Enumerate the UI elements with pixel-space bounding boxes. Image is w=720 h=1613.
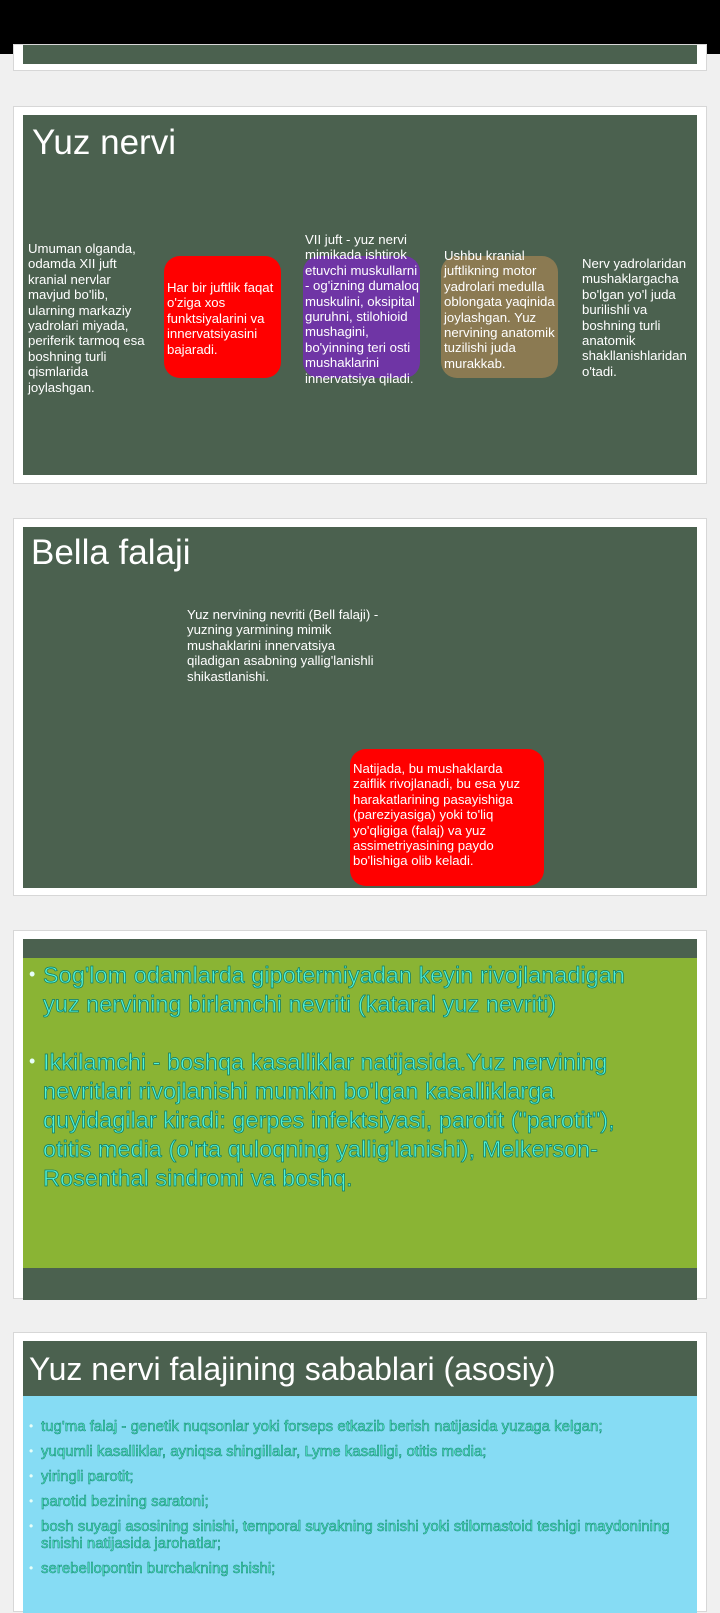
slide-canvas (23, 45, 697, 64)
slide-canvas (23, 527, 697, 888)
slide-title: Bella falaji (31, 533, 191, 572)
text-block-2: Har bir juftlik faqat o'ziga xos funktsiyalarini va innervatsiyasini bajaradi. (167, 280, 274, 357)
slide-card-bella-falaji[interactable] (13, 518, 707, 896)
list-item: • serebellopontin burchakning shishi; (26, 1560, 686, 1577)
text-block-4: Ushbu kranial juftlikning motor yadrolari medulla oblongata yaqinida joylashgan. Yuz nervining anatomik tuzilishi juda murakkab. (444, 248, 555, 371)
slide-canvas (23, 1341, 697, 1613)
slide-title: Yuz nervi falajining sabablari (asosiy) (29, 1351, 556, 1387)
text-block-definition: Yuz nervining nevriti (Bell falaji) - yuzning yarmining mimik mushaklarini innervatsiya qiladigan asabning yallig'lanishli shikastlanishi. (187, 607, 379, 684)
text-block-3: VII juft - yuz nervi mimikada ishtirok etuvchi muskullarni - og'izning dumaloq muskulini, oksipital guruhni, stilohioid mushagini, bo'yinning teri osti mushaklarini innervatsiya qiladi. (305, 232, 419, 386)
slide-card-paralysis-causes[interactable] (13, 1332, 707, 1612)
bullet-list (27, 961, 667, 1193)
slide-canvas (23, 115, 697, 475)
list-item: • yuqumli kasalliklar, ayniqsa shingillalar, Lyme kasalligi, otitis media; (26, 1443, 686, 1460)
text-block-1: Umuman olganda, odamda XII juft kranial nervlar mavjud bo'lib, ularning markaziy yadrolari miyada, periferik tarmoq esa boshning turli qismlarida joylashgan. (28, 241, 145, 395)
text-block-result: Natijada, bu mushaklarda zaiflik rivojlanadi, bu esa yuz harakatlarining pasayishiga (pareziyasiga) yoki to'liq yo'qligiga (falaj) va yuz assimetriyasining paydo bo'lishiga olib keladi. (353, 761, 521, 869)
slide-card-causes-types[interactable] (13, 930, 707, 1299)
slide-card-previous[interactable] (13, 44, 707, 71)
list-item: • Ikkilamchi - boshqa kasalliklar natijasida.Yuz nervining nevritlari rivojlanishi mumkin bo'lgan kasalliklarga quyidagilar kiradi: gerpes infektsiyasi, parotit ("parotit"), otitis media (o'rta quloqning yallig'lanishi), Melkerson-Rosenthal sindromi va boshq. (27, 1048, 667, 1193)
green-panel (23, 958, 697, 1268)
slide-card-yuz-nervi[interactable] (13, 106, 707, 484)
bullet-list (26, 1418, 686, 1585)
list-item: • tug'ma falaj - genetik nuqsonlar yoki forseps etkazib berish natijasida yuzaga kelgan; (26, 1418, 686, 1435)
blue-panel (23, 1396, 697, 1613)
list-item: • yiringli parotit; (26, 1468, 686, 1485)
list-item: • bosh suyagi asosining sinishi, temporal suyakning sinishi yoki stilomastoid teshigi maydonining sinishi natijasida jarohatlar; (26, 1518, 686, 1552)
list-item: • Sog'lom odamlarda gipotermiyadan keyin rivojlanadigan yuz nervining birlamchi nevriti (kataral yuz nevriti) (27, 961, 667, 1019)
slide-title: Yuz nervi (32, 123, 176, 162)
slide-canvas (23, 939, 697, 1300)
text-block-5: Nerv yadrolaridan mushaklargacha bo'lgan yo'l juda burilishli va boshning turli anatomik shakllanishlaridan o'tadi. (582, 256, 687, 379)
list-item: • parotid bezining saratoni; (26, 1493, 686, 1510)
